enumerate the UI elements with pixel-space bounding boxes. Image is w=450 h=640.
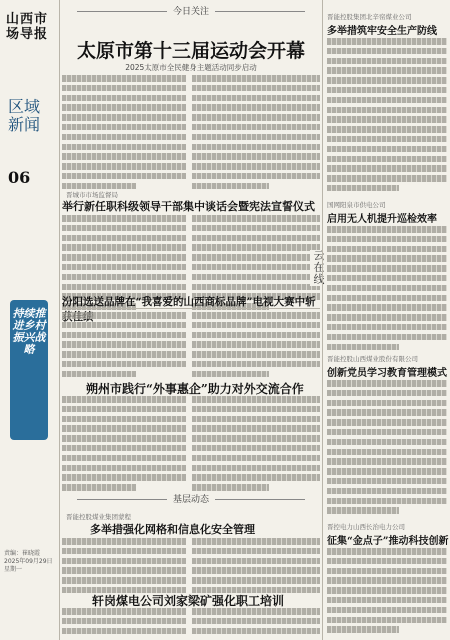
story3-body-col1 — [62, 312, 186, 381]
story2-kicker: 晋城市市场监督局 — [66, 191, 118, 199]
r1-body — [327, 38, 447, 195]
story6-body-col1 — [62, 608, 186, 637]
masthead-logo: 山西市场导报 — [6, 12, 49, 42]
story3-body-col2 — [192, 312, 320, 381]
lead-body-col2 — [192, 75, 320, 193]
story5-headline: 多举措强化网格和信息化安全管理 — [90, 523, 255, 536]
r1-kicker: 晋能控股集团北辛窑煤业公司 — [327, 13, 412, 21]
story6-headline: 轩岗煤电公司刘家梁矿强化职工培训 — [92, 594, 285, 608]
story4-body-col2 — [192, 396, 320, 494]
story3-headline: 汾阳选送品牌在“我喜爱的山西商标品牌”电视大赛中斩 — [62, 296, 316, 308]
story6-body-col2 — [192, 608, 320, 637]
r4-headline: 征集“金点子”推动科技创新 — [327, 536, 449, 547]
r2-body — [327, 226, 447, 353]
r4-body — [327, 548, 447, 636]
lead-body-col1 — [62, 75, 186, 193]
right-column — [322, 0, 450, 640]
r3-headline: 创新党员学习教育管理模式 — [327, 368, 447, 379]
left-banner — [0, 0, 60, 640]
lead-headline: 太原市第十三届运动会开幕 — [76, 40, 305, 62]
page-number: 06 — [8, 168, 31, 187]
slogan-text: 持续推进乡村振兴战略 — [12, 307, 46, 356]
story2-headline: 举行新任职科级领导干部集中谈话会暨宪法宣誓仪式 — [62, 200, 315, 213]
vertical-tag: 云在线 — [310, 250, 328, 286]
story5-kicker: 晋能控股煤业集团蒙程 — [66, 513, 131, 521]
main-column — [62, 0, 320, 640]
r4-kicker: 晋控电力山西长治电力公司 — [327, 523, 405, 531]
r1-headline: 多举措筑牢安全生产防线 — [327, 26, 437, 37]
story4-headline: 朔州市践行“外事惠企”助力对外交流合作 — [86, 382, 304, 396]
lead-subhead: 2025太原市全民健身主题活动同步启动 — [125, 63, 257, 72]
story4-body-col1 — [62, 396, 186, 494]
r2-kicker: 国网阳泉市供电公司 — [327, 201, 386, 209]
r3-kicker: 晋能控股山西煤业股份有限公司 — [327, 355, 418, 363]
r2-headline: 启用无人机提升巡检效率 — [327, 214, 437, 225]
r3-body — [327, 380, 447, 517]
tag-grassroots: 基层动态 — [62, 492, 320, 505]
tag-today-focus: 今日关注 — [62, 4, 320, 17]
section-title: 区域新闻 — [8, 97, 41, 134]
publication-info: 责编：崔晓霞 2025年09月29日 星期一 — [4, 550, 53, 573]
story5-body-col2 — [192, 538, 320, 597]
story5-body-col1 — [62, 538, 186, 597]
